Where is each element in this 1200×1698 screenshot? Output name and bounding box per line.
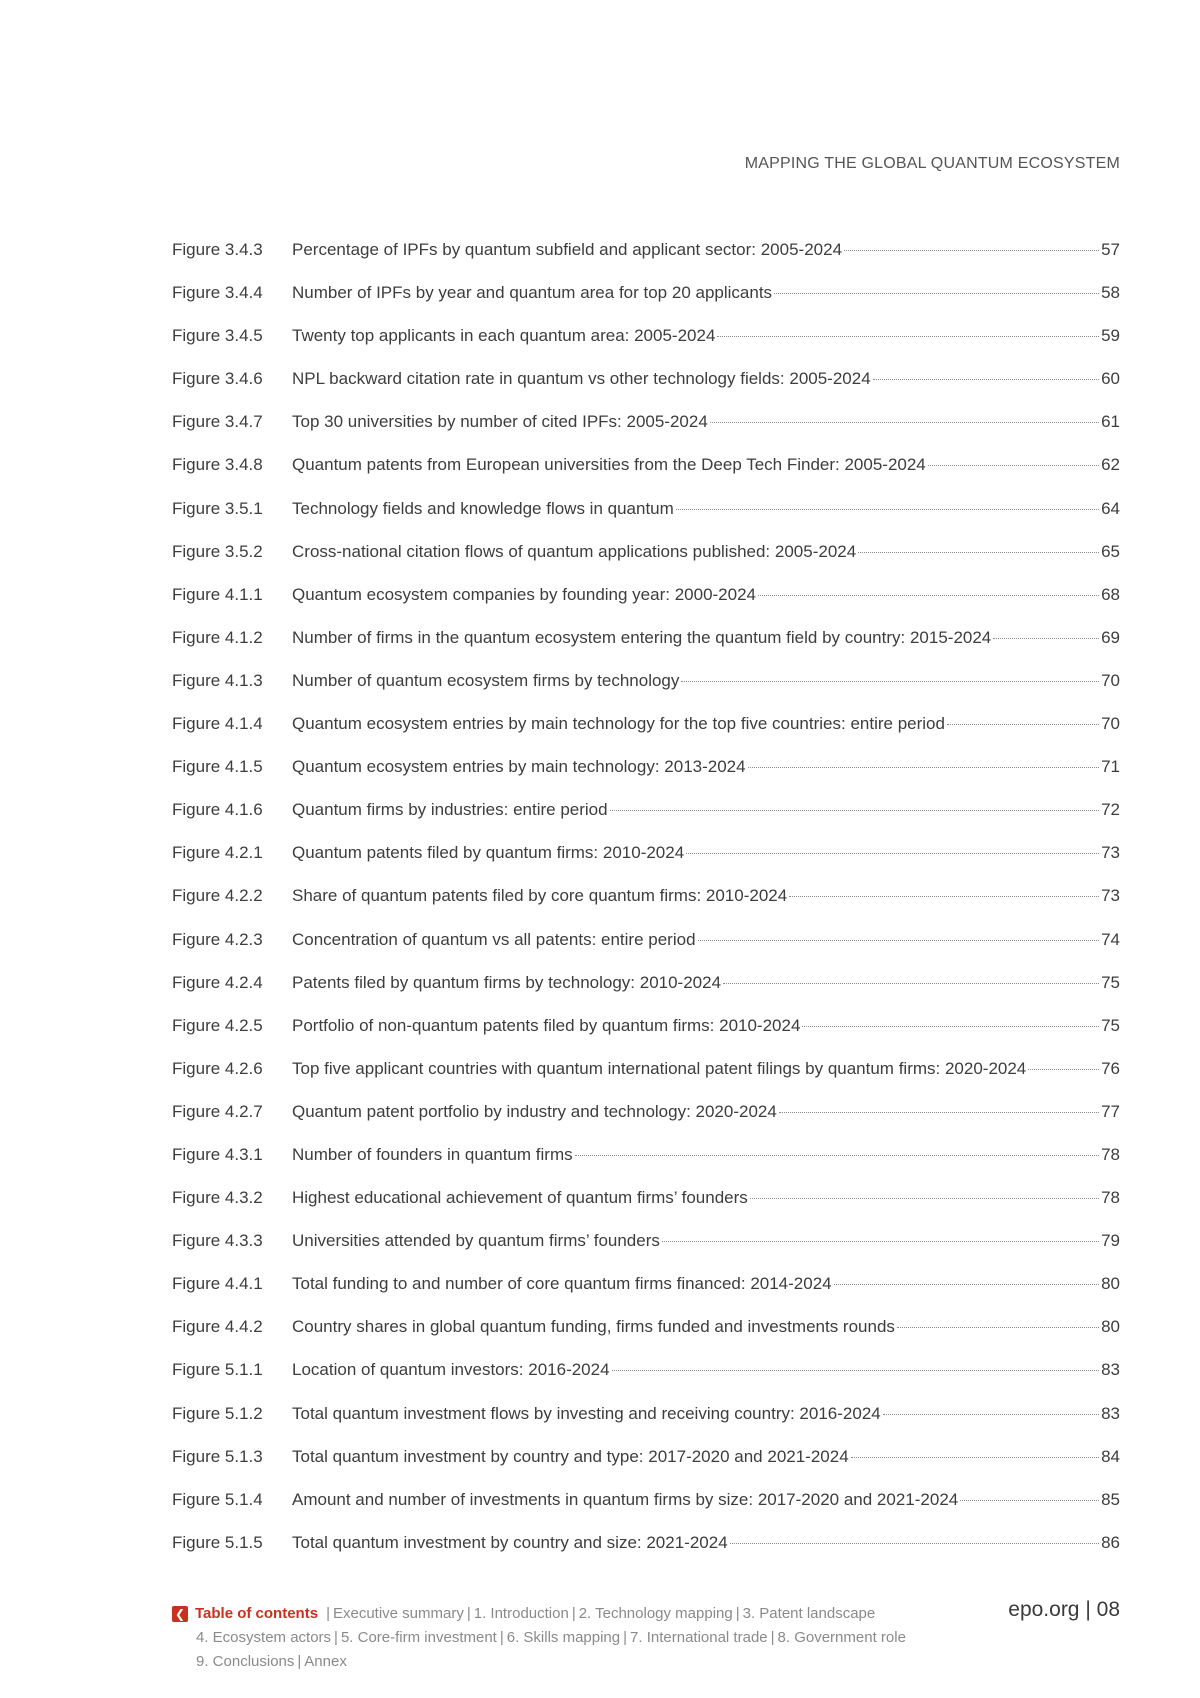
dot-leader <box>681 681 1099 682</box>
figure-title: Country shares in global quantum funding, firms funded and investments rounds <box>292 1317 895 1337</box>
figure-number: Figure 4.2.7 <box>172 1101 263 1121</box>
nav-separator: | <box>334 1629 338 1646</box>
figure-entry[interactable] <box>172 1490 1120 1533</box>
figure-title: Highest educational achievement of quantum firms’ founders <box>292 1188 748 1208</box>
figure-title: Quantum ecosystem entries by main technology for the top five countries: entire period <box>292 714 945 734</box>
figure-title: Quantum patent portfolio by industry and technology: 2020-2024 <box>292 1101 777 1121</box>
figure-number: Figure 3.5.1 <box>172 498 263 518</box>
figure-entry[interactable] <box>172 1274 1120 1317</box>
figure-number: Figure 4.1.2 <box>172 627 263 647</box>
page-separator: | <box>1085 1598 1097 1621</box>
figure-number: Figure 4.1.1 <box>172 584 263 604</box>
figure-entry[interactable] <box>172 843 1120 886</box>
dot-leader <box>698 940 1100 941</box>
figure-page-number: 80 <box>1101 1274 1120 1294</box>
figure-entry[interactable] <box>172 1059 1120 1102</box>
list-of-figures <box>172 240 1120 1576</box>
figure-page-number: 62 <box>1101 455 1120 475</box>
figure-title: Percentage of IPFs by quantum subfield and applicant sector: 2005-2024 <box>292 240 843 259</box>
figure-entry[interactable] <box>172 542 1120 585</box>
figure-entry[interactable] <box>172 1447 1120 1490</box>
dot-leader <box>676 509 1099 510</box>
footer-nav-link[interactable]: 1. Introduction <box>473 1605 569 1622</box>
dot-leader <box>723 983 1099 984</box>
figure-entry[interactable] <box>172 455 1120 498</box>
figure-number: Figure 3.4.8 <box>172 455 263 475</box>
figure-number: Figure 4.4.2 <box>172 1317 263 1337</box>
figure-title: Total quantum investment by country and size: 2021-2024 <box>292 1532 728 1552</box>
figure-entry[interactable] <box>172 1317 1120 1360</box>
figure-entry[interactable] <box>172 1404 1120 1447</box>
dot-leader <box>851 1457 1099 1458</box>
figure-number: Figure 4.3.1 <box>172 1144 263 1164</box>
footer-nav-link[interactable]: 7. International trade <box>630 1629 768 1646</box>
figure-page-number: 64 <box>1101 498 1120 518</box>
figure-page-number: 75 <box>1101 972 1120 992</box>
figure-entry[interactable] <box>172 240 1120 283</box>
figure-page-number: 70 <box>1101 670 1120 690</box>
figure-title: Quantum ecosystem entries by main technology: 2013-2024 <box>292 757 746 777</box>
dot-leader <box>873 379 1099 380</box>
figure-title: Technology fields and knowledge flows in quantum <box>292 498 674 518</box>
dot-leader <box>947 724 1099 725</box>
figure-entry[interactable] <box>172 1360 1120 1403</box>
figure-number: Figure 3.4.3 <box>172 240 263 259</box>
figure-title: Quantum patents from European universities from the Deep Tech Finder: 2005-2024 <box>292 455 926 475</box>
figure-number: Figure 4.1.3 <box>172 670 263 690</box>
figure-page-number: 76 <box>1101 1058 1120 1078</box>
footer-nav-link[interactable]: Executive summary <box>332 1605 464 1622</box>
table-of-contents-link[interactable]: Table of contents <box>195 1605 319 1622</box>
nav-separator: | <box>623 1629 628 1646</box>
figure-title: Location of quantum investors: 2016-2024 <box>292 1360 610 1380</box>
figure-title: Total funding to and number of core quantum firms financed: 2014-2024 <box>292 1274 832 1294</box>
figure-number: Figure 4.4.1 <box>172 1274 263 1294</box>
figure-page-number: 57 <box>1101 240 1120 259</box>
figure-page-number: 86 <box>1101 1532 1120 1552</box>
figure-number: Figure 4.1.4 <box>172 714 263 734</box>
figure-entry[interactable] <box>172 1188 1120 1231</box>
figure-entry[interactable] <box>172 412 1120 455</box>
figure-title: NPL backward citation rate in quantum vs other technology fields: 2005-2024 <box>292 369 871 389</box>
dot-leader <box>717 336 1099 337</box>
dot-leader <box>897 1327 1099 1328</box>
figure-title: Number of quantum ecosystem firms by technology <box>292 670 680 690</box>
figure-number: Figure 4.1.6 <box>172 800 263 820</box>
figure-number: Figure 5.1.2 <box>172 1403 263 1423</box>
figure-number: Figure 5.1.4 <box>172 1489 263 1509</box>
dot-leader <box>610 810 1099 811</box>
figure-title: Quantum ecosystem companies by founding year: 2000-2024 <box>292 584 756 604</box>
figure-title: Cross-national citation flows of quantum applications published: 2005-2024 <box>292 541 857 561</box>
footer-navigation <box>172 1602 932 1674</box>
figure-number: Figure 4.2.6 <box>172 1058 263 1078</box>
figure-page-number: 84 <box>1101 1446 1120 1466</box>
running-header: MAPPING THE GLOBAL QUANTUM ECOSYSTEM <box>744 155 1120 172</box>
figure-entry[interactable] <box>172 283 1120 326</box>
figure-title: Quantum firms by industries: entire period <box>292 800 608 820</box>
dot-leader <box>686 853 1099 854</box>
dot-leader <box>1028 1069 1099 1070</box>
figure-title: Total quantum investment flows by investing and receiving country: 2016-2024 <box>292 1403 881 1423</box>
figure-page-number: 59 <box>1101 326 1120 346</box>
figure-number: Figure 4.1.5 <box>172 757 263 777</box>
figure-number: Figure 3.4.6 <box>172 369 263 389</box>
figure-number: Figure 4.3.3 <box>172 1231 263 1251</box>
figure-entry[interactable] <box>172 1016 1120 1059</box>
figure-entry[interactable] <box>172 930 1120 973</box>
dot-leader <box>960 1500 1099 1501</box>
figure-number: Figure 5.1.1 <box>172 1360 263 1380</box>
figure-page-number: 60 <box>1101 369 1120 389</box>
nav-separator: | <box>770 1629 775 1646</box>
figure-page-number: 83 <box>1101 1403 1120 1423</box>
dot-leader <box>774 293 1099 294</box>
figure-page-number: 73 <box>1101 886 1120 906</box>
figure-page-number: 74 <box>1101 929 1120 949</box>
figure-page-number: 78 <box>1101 1188 1120 1208</box>
dot-leader <box>575 1155 1099 1156</box>
figure-entry[interactable] <box>172 886 1120 929</box>
figure-page-number: 72 <box>1101 800 1120 820</box>
figure-title: Top five applicant countries with quantum international patent filings by quantum firms: 2020-2024 <box>292 1058 1027 1078</box>
figure-entry[interactable] <box>172 628 1120 671</box>
footer-nav-link[interactable]: 2. Technology mapping <box>578 1605 733 1622</box>
figure-page-number: 79 <box>1101 1231 1120 1251</box>
nav-separator: | <box>571 1605 576 1622</box>
nav-separator: | <box>499 1629 504 1646</box>
figure-page-number: 58 <box>1101 283 1120 303</box>
figure-entry[interactable] <box>172 1231 1120 1274</box>
figure-title: Top 30 universities by number of cited IPFs: 2005-2024 <box>292 412 708 432</box>
figure-entry[interactable] <box>172 369 1120 412</box>
figure-number: Figure 4.2.4 <box>172 972 263 992</box>
footer-nav-link[interactable]: 9. Conclusions <box>196 1653 295 1670</box>
figure-page-number: 68 <box>1101 584 1120 604</box>
figure-page-number: 85 <box>1101 1489 1120 1509</box>
footer-nav-link[interactable]: 3. Patent landscape <box>742 1605 876 1622</box>
figure-page-number: 80 <box>1101 1317 1120 1337</box>
dot-leader <box>883 1414 1099 1415</box>
page-footer-brand <box>1008 1598 1120 1622</box>
figure-title: Concentration of quantum vs all patents: entire period <box>292 929 696 949</box>
figure-page-number: 69 <box>1101 627 1120 647</box>
figure-page-number: 73 <box>1101 843 1120 863</box>
figure-number: Figure 4.3.2 <box>172 1188 263 1208</box>
nav-separator: | <box>466 1605 471 1622</box>
figure-number: Figure 5.1.5 <box>172 1532 263 1552</box>
site-name[interactable]: epo.org <box>1008 1598 1080 1621</box>
footer-nav-link[interactable]: 5. Core-firm investment <box>340 1629 497 1646</box>
figure-page-number: 70 <box>1101 714 1120 734</box>
nav-separator: | <box>735 1605 740 1622</box>
nav-separator: | <box>326 1605 330 1622</box>
footer-nav-link[interactable]: 8. Government role <box>777 1629 906 1646</box>
dot-leader <box>710 422 1099 423</box>
figure-number: Figure 4.2.5 <box>172 1015 263 1035</box>
figure-title: Amount and number of investments in quantum firms by size: 2017-2020 and 2021-2024 <box>292 1489 959 1509</box>
dot-leader <box>662 1241 1099 1242</box>
figure-number: Figure 4.2.2 <box>172 886 263 906</box>
figure-title: Portfolio of non-quantum patents filed by quantum firms: 2010-2024 <box>292 1015 801 1035</box>
figure-title: Number of firms in the quantum ecosystem entering the quantum field by country: 2015-2024 <box>292 627 992 647</box>
footer-nav-link[interactable]: 4. Ecosystem actors <box>196 1629 332 1646</box>
figure-page-number: 75 <box>1101 1015 1120 1035</box>
chevron-left-icon[interactable]: ❮ <box>172 1606 188 1622</box>
figure-title: Total quantum investment by country and type: 2017-2020 and 2021-2024 <box>292 1446 849 1466</box>
figure-page-number: 83 <box>1101 1360 1120 1380</box>
dot-leader <box>858 552 1099 553</box>
dot-leader <box>779 1112 1099 1113</box>
dot-leader <box>730 1543 1099 1544</box>
figure-entry[interactable] <box>172 585 1120 628</box>
dot-leader <box>750 1198 1099 1199</box>
figure-entry[interactable] <box>172 714 1120 757</box>
figure-entry[interactable] <box>172 326 1120 369</box>
figure-page-number: 61 <box>1101 412 1120 432</box>
figure-title: Number of IPFs by year and quantum area for top 20 applicants <box>292 283 773 303</box>
figure-entry[interactable] <box>172 973 1120 1016</box>
figure-number: Figure 3.4.5 <box>172 326 263 346</box>
dot-leader <box>844 250 1099 251</box>
figure-page-number: 65 <box>1101 541 1120 561</box>
nav-separator: | <box>297 1653 302 1670</box>
figure-number: Figure 3.4.7 <box>172 412 263 432</box>
figure-entry[interactable] <box>172 499 1120 542</box>
figure-title: Twenty top applicants in each quantum area: 2005-2024 <box>292 326 716 346</box>
dot-leader <box>612 1370 1100 1371</box>
figure-entry[interactable] <box>172 1145 1120 1188</box>
figure-page-number: 71 <box>1101 757 1120 777</box>
figure-number: Figure 4.2.1 <box>172 843 263 863</box>
figure-entry[interactable] <box>172 1533 1120 1576</box>
figure-title: Universities attended by quantum firms’ founders <box>292 1231 660 1251</box>
figure-title: Quantum patents filed by quantum firms: 2010-2024 <box>292 843 685 863</box>
footer-nav-link[interactable]: Annex <box>304 1653 347 1670</box>
dot-leader <box>748 767 1099 768</box>
figure-page-number: 78 <box>1101 1144 1120 1164</box>
dot-leader <box>758 595 1099 596</box>
dot-leader <box>789 896 1099 897</box>
figure-title: Patents filed by quantum firms by technology: 2010-2024 <box>292 972 722 992</box>
figure-number: Figure 4.2.3 <box>172 929 263 949</box>
figure-title: Number of founders in quantum firms <box>292 1144 573 1164</box>
figure-page-number: 77 <box>1101 1101 1120 1121</box>
figure-number: Figure 3.4.4 <box>172 283 263 303</box>
page-number: 08 <box>1096 1598 1120 1621</box>
dot-leader <box>993 638 1099 639</box>
figure-entry[interactable] <box>172 800 1120 843</box>
dot-leader <box>928 465 1099 466</box>
figure-entry[interactable] <box>172 671 1120 714</box>
footer-nav-link[interactable]: 6. Skills mapping <box>506 1629 621 1646</box>
figure-number: Figure 3.5.2 <box>172 541 263 561</box>
figure-number: Figure 5.1.3 <box>172 1446 263 1466</box>
dot-leader <box>834 1284 1099 1285</box>
figure-entry[interactable] <box>172 1102 1120 1145</box>
figure-entry[interactable] <box>172 757 1120 800</box>
figure-title: Share of quantum patents filed by core quantum firms: 2010-2024 <box>292 886 788 906</box>
dot-leader <box>802 1026 1099 1027</box>
